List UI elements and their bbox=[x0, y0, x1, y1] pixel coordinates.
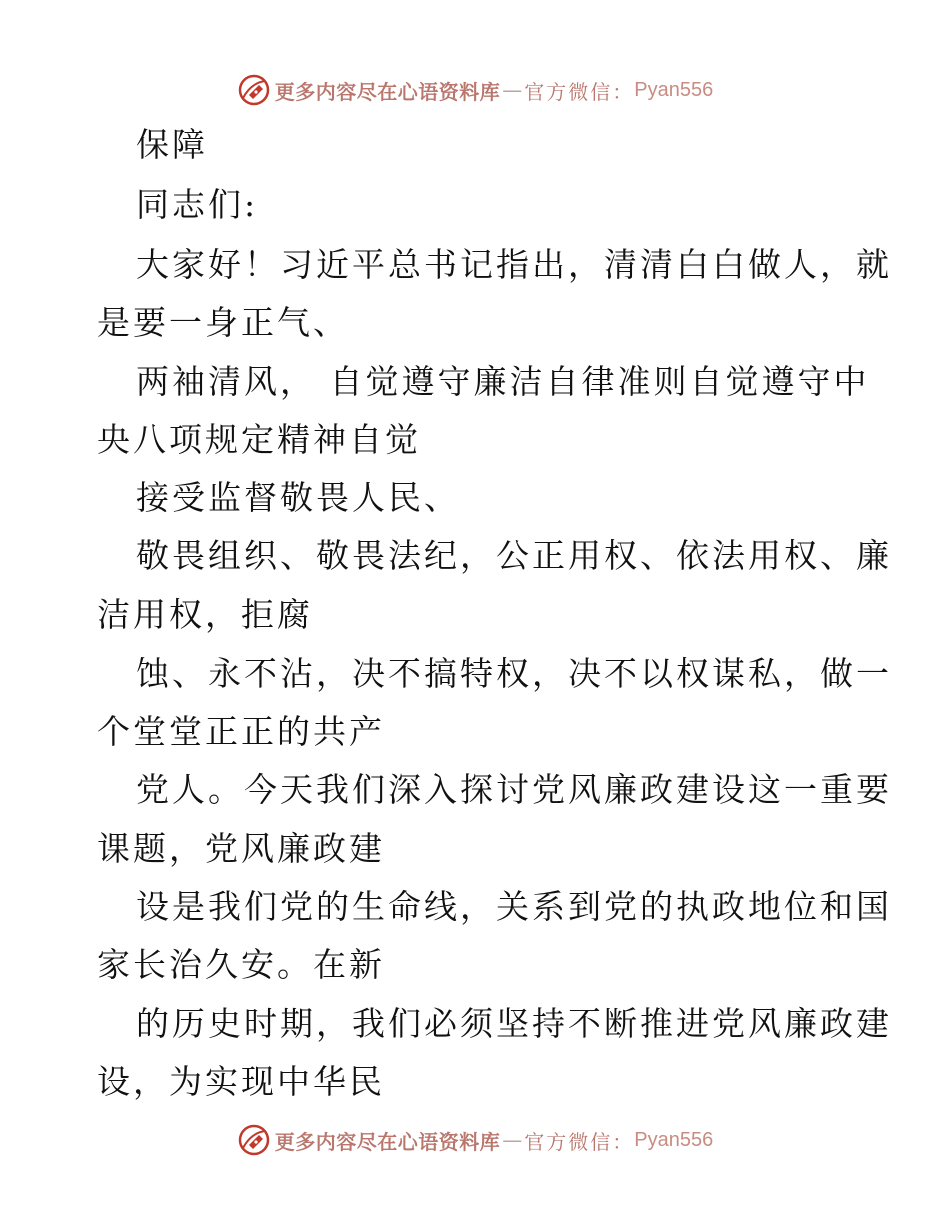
doc-line: 设，为实现中华民 bbox=[97, 1062, 385, 1101]
banner-site-text: 更多内容尽在心语资料库 bbox=[274, 79, 501, 104]
doc-line: 的历史时期，我们必须坚持不断推进党风廉政建 bbox=[136, 1004, 892, 1043]
pen-nib-logo-icon bbox=[237, 1123, 271, 1157]
doc-line: 敬畏组织、敬畏法纪，公正用权、依法用权、廉 bbox=[136, 536, 892, 575]
doc-line: 两袖清风， 自觉遵守廉洁自律准则自觉遵守中 bbox=[136, 362, 870, 401]
doc-line: 个堂堂正正的共产 bbox=[97, 712, 385, 751]
doc-line: 是要一身正气、 bbox=[97, 303, 349, 342]
banner-dash: — bbox=[502, 78, 523, 102]
doc-line: 同志们: bbox=[136, 185, 259, 224]
doc-line: 接受监督敬畏人民、 bbox=[136, 478, 460, 517]
doc-line: 设是我们党的生命线，关系到党的执政地位和国 bbox=[136, 887, 892, 926]
doc-line: 蚀、永不沾，决不搞特权，决不以权谋私，做一 bbox=[136, 654, 892, 693]
doc-line: 保障 bbox=[136, 125, 208, 164]
banner-dash: — bbox=[502, 1128, 523, 1152]
doc-line: 课题，党风廉政建 bbox=[97, 829, 385, 868]
banner-wechat-label: 官方微信： bbox=[524, 1129, 635, 1154]
doc-line: 洁用权，拒腐 bbox=[97, 595, 313, 634]
doc-line: 党人。今天我们深入探讨党风廉政建设这一重要 bbox=[136, 770, 892, 809]
banner-wechat-label: 官方微信： bbox=[524, 79, 635, 104]
doc-line: 大家好！习近平总书记指出，清清白白做人，就 bbox=[136, 245, 892, 284]
doc-line: 央八项规定精神自觉 bbox=[97, 420, 421, 459]
banner-wechat-handle: Pyan556 bbox=[634, 78, 714, 101]
banner-site-text: 更多内容尽在心语资料库 bbox=[274, 1129, 501, 1154]
banner-wechat-handle: Pyan556 bbox=[634, 1128, 714, 1151]
doc-line: 家长治久安。在新 bbox=[97, 945, 385, 984]
footer-watermark-banner bbox=[0, 1120, 950, 1160]
header-watermark-banner bbox=[0, 70, 950, 110]
pen-nib-logo-icon bbox=[237, 73, 271, 107]
